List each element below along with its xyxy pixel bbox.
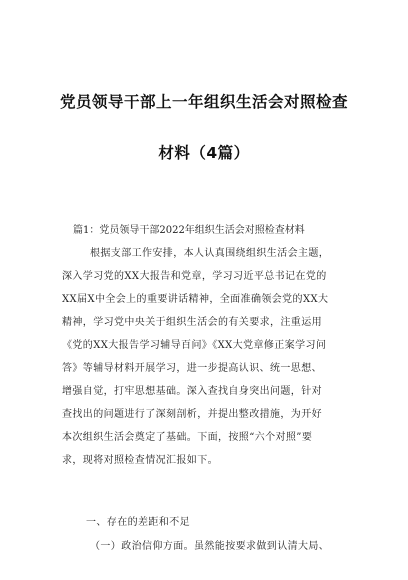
paragraph-line: 《党的XX大报告学习辅导百问》《XX大党章修正案学习问: [62, 340, 327, 351]
paragraph-line: 增强自觉，打牢思想基础。深入查找自身突出问题，针对: [62, 386, 322, 397]
document-title-line-1: 党员领导干部上一年组织生活会对照检查: [59, 93, 348, 111]
paragraph-line: XX届X中全会上的重要讲话精神，全面准确领会党的XX大: [62, 294, 329, 305]
paragraph-line: 本次组织生活会奠定了基础。下面，按照“六个对照”要: [62, 432, 313, 443]
subsection-line: （一）政治信仰方面。虽然能按要求做到认清大局、: [90, 541, 330, 552]
paragraph-line: 答》等辅导材料开展学习，进一步提高认识、统一思想、: [62, 363, 322, 374]
section-heading: 一、存在的差距和不足: [86, 517, 190, 528]
article-subheading: 篇1：党员领导干部2022年组织生活会对照检查材料: [73, 225, 305, 236]
document-title-line-2: 材料（4篇）: [158, 144, 250, 162]
paragraph-line: 根据支部工作安排，本人认真围绕组织生活会主题，: [90, 248, 330, 259]
paragraph-line: 查找出的问题进行了深刻剖析，并提出整改措施，为开好: [62, 409, 322, 420]
paragraph-line: 求，现将对照检查情况汇报如下。: [62, 455, 218, 466]
paragraph-line: 精神，学习党中央关于组织生活会的有关要求，注重运用: [62, 317, 322, 328]
paragraph-line: 深入学习党的XX大报告和党章，学习习近平总书记在党的: [62, 271, 327, 282]
